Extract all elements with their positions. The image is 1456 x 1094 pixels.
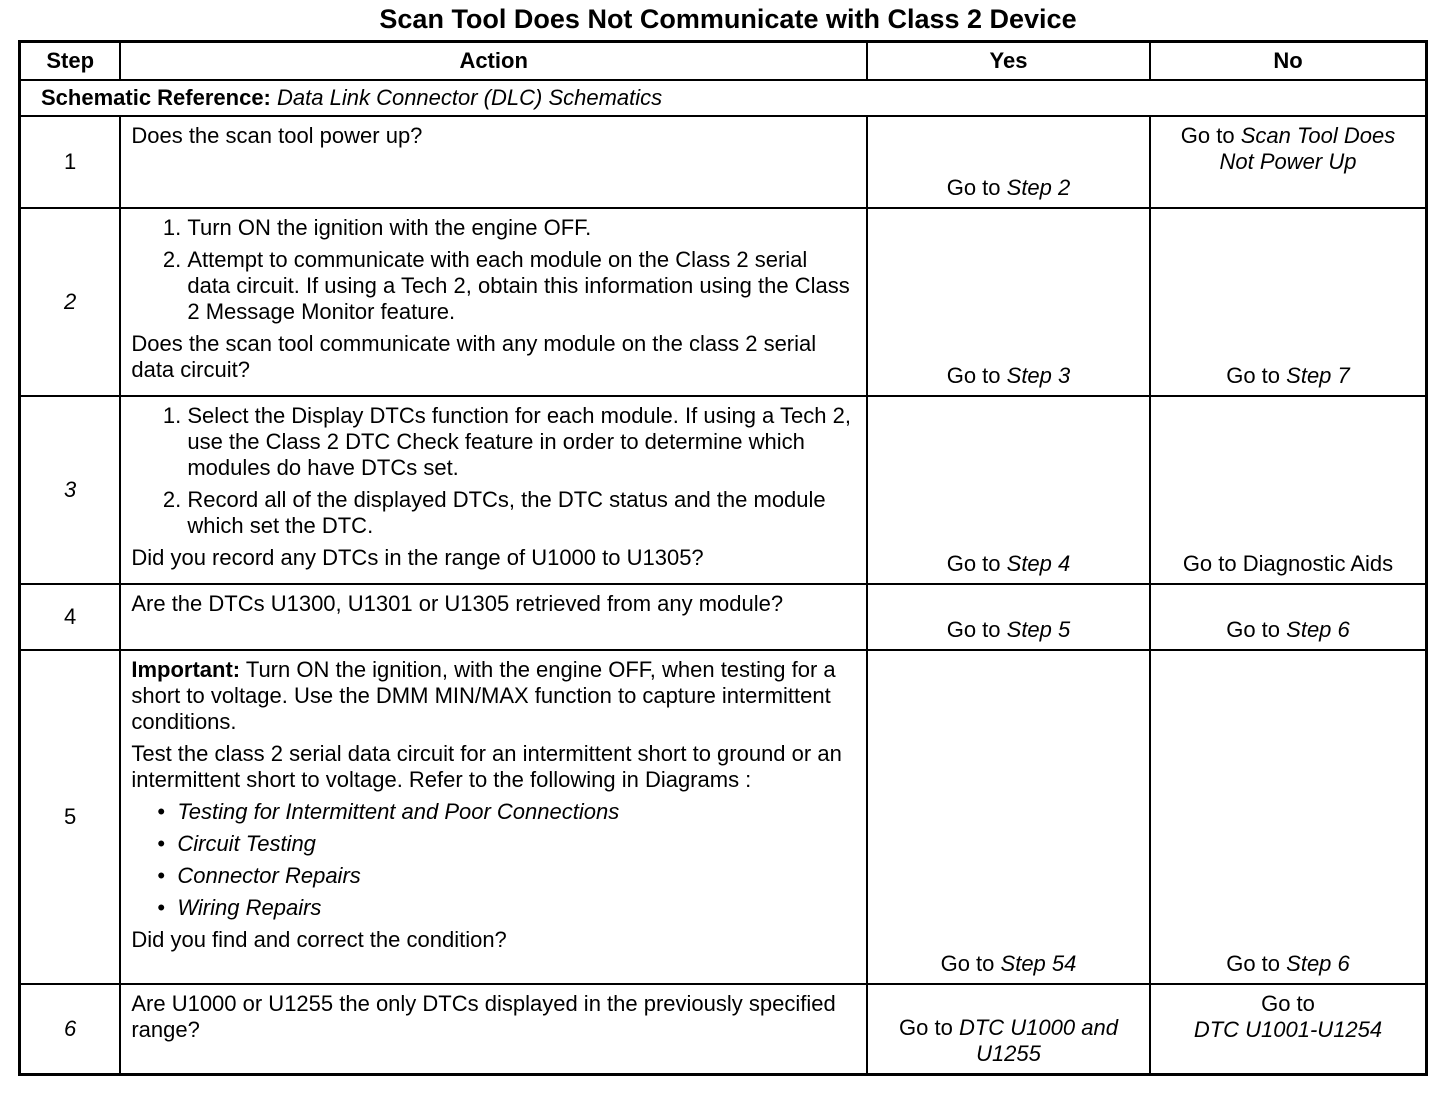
yes-prefix: Go to — [946, 175, 1001, 200]
no-link[interactable]: Step 6 — [1286, 951, 1350, 976]
table-row — [20, 396, 1427, 584]
no-link[interactable]: Go to Diagnostic Aids — [1182, 551, 1394, 576]
header-yes: Yes — [867, 42, 1150, 81]
no-link[interactable]: DTC U1001-U1254 — [1193, 1017, 1383, 1042]
step-number: 3 — [20, 396, 121, 584]
no-prefix: Go to — [1226, 617, 1281, 642]
no-cell — [1150, 584, 1427, 650]
step-number: 2 — [20, 208, 121, 396]
action-question: Does the scan tool power up? — [131, 123, 423, 148]
table-row — [20, 650, 1427, 984]
no-cell — [1150, 650, 1427, 984]
no-prefix: Go to — [1226, 363, 1281, 388]
action-question: Are the DTCs U1300, U1301 or U1305 retrieved from any module? — [131, 591, 784, 616]
no-prefix: Go to — [1261, 991, 1315, 1016]
schematic-reference — [20, 80, 1427, 116]
yes-link[interactable]: Step 4 — [1006, 551, 1071, 576]
yes-link[interactable]: Step 54 — [1000, 951, 1077, 976]
important-label: Important: — [131, 657, 241, 682]
action-cell — [120, 984, 867, 1074]
no-cell — [1150, 116, 1427, 208]
action-cell — [120, 650, 867, 984]
procedure-list — [131, 215, 856, 325]
procedure-list — [131, 403, 856, 539]
no-prefix: Go to — [1226, 951, 1281, 976]
step-number: 5 — [20, 650, 121, 984]
no-link[interactable]: Scan Tool Does Not Power Up — [1219, 123, 1396, 174]
action-cell — [120, 208, 867, 396]
table-row — [20, 116, 1427, 208]
step-number: 4 — [20, 584, 121, 650]
action-question: Did you find and correct the condition? — [131, 927, 507, 952]
no-prefix: Go to — [1180, 123, 1235, 148]
table-row — [20, 984, 1427, 1074]
yes-cell — [867, 208, 1150, 396]
header-row — [20, 42, 1427, 81]
schematic-label: Schematic Reference: — [41, 85, 271, 110]
schematic-row — [20, 80, 1427, 116]
reference-link[interactable]: • Circuit Testing — [177, 831, 856, 857]
reference-link[interactable]: • Connector Repairs — [177, 863, 856, 889]
yes-link[interactable]: Step 3 — [1006, 363, 1071, 388]
yes-prefix: Go to — [946, 363, 1001, 388]
action-cell — [120, 584, 867, 650]
procedure-item: 1. Select the Display DTCs function for each module. If using a Tech 2, use the Class 2 DTC Check feature in order to determine which modules do have DTCs set. — [187, 403, 856, 481]
action-question: Are U1000 or U1255 the only DTCs displayed in the previously specified range? — [131, 991, 836, 1042]
no-link[interactable]: Step 6 — [1286, 617, 1350, 642]
yes-prefix: Go to — [946, 551, 1001, 576]
yes-prefix: Go to — [899, 1014, 953, 1040]
action-question: Did you record any DTCs in the range of U1000 to U1305? — [131, 545, 704, 570]
yes-cell — [867, 584, 1150, 650]
yes-cell — [867, 116, 1150, 208]
important-text: Turn ON the ignition, with the engine OFF, when testing for a short to voltage. Use the DMM MIN/MAX function to capture intermittent conditions. — [131, 657, 836, 734]
action-question: Does the scan tool communicate with any module on the class 2 serial data circuit? — [131, 331, 817, 382]
yes-link[interactable]: Step 2 — [1006, 175, 1071, 200]
yes-cell — [867, 396, 1150, 584]
table-row — [20, 208, 1427, 396]
yes-cell — [867, 650, 1150, 984]
diagnostic-table — [18, 40, 1428, 1076]
no-cell — [1150, 208, 1427, 396]
header-no: No — [1150, 42, 1427, 81]
header-step: Step — [20, 42, 121, 81]
reference-link[interactable]: • Wiring Repairs — [177, 895, 856, 921]
yes-prefix: Go to — [940, 951, 995, 976]
step-number: 6 — [20, 984, 121, 1074]
action-instruction: Test the class 2 serial data circuit for an intermittent short to ground or an intermittent short to voltage. Refer to the following in Diagrams : — [131, 741, 842, 792]
yes-prefix: Go to — [946, 617, 1001, 642]
header-action: Action — [120, 42, 867, 81]
table-row — [20, 584, 1427, 650]
action-cell — [120, 396, 867, 584]
reference-link[interactable]: • Testing for Intermittent and Poor Connections — [177, 799, 856, 825]
no-cell — [1150, 984, 1427, 1074]
action-cell — [120, 116, 867, 208]
step-number: 1 — [20, 116, 121, 208]
no-link[interactable]: Step 7 — [1286, 363, 1350, 388]
schematic-link[interactable]: Data Link Connector (DLC) Schematics — [277, 85, 663, 110]
reference-list — [131, 799, 856, 921]
page-title: Scan Tool Does Not Communicate with Class 2 Device — [379, 4, 1077, 34]
yes-cell — [867, 984, 1150, 1074]
important-note — [131, 657, 856, 735]
procedure-item: 2. Attempt to communicate with each module on the Class 2 serial data circuit. If using a Tech 2, obtain this information using the Class 2 Message Monitor feature. — [187, 247, 856, 325]
procedure-item: 1. Turn ON the ignition with the engine OFF. — [187, 215, 856, 241]
no-cell — [1150, 396, 1427, 584]
yes-link[interactable]: DTC U1000 and U1255 — [958, 1014, 1118, 1066]
procedure-item: 2. Record all of the displayed DTCs, the DTC status and the module which set the DTC. — [187, 487, 856, 539]
yes-link[interactable]: Step 5 — [1006, 617, 1071, 642]
